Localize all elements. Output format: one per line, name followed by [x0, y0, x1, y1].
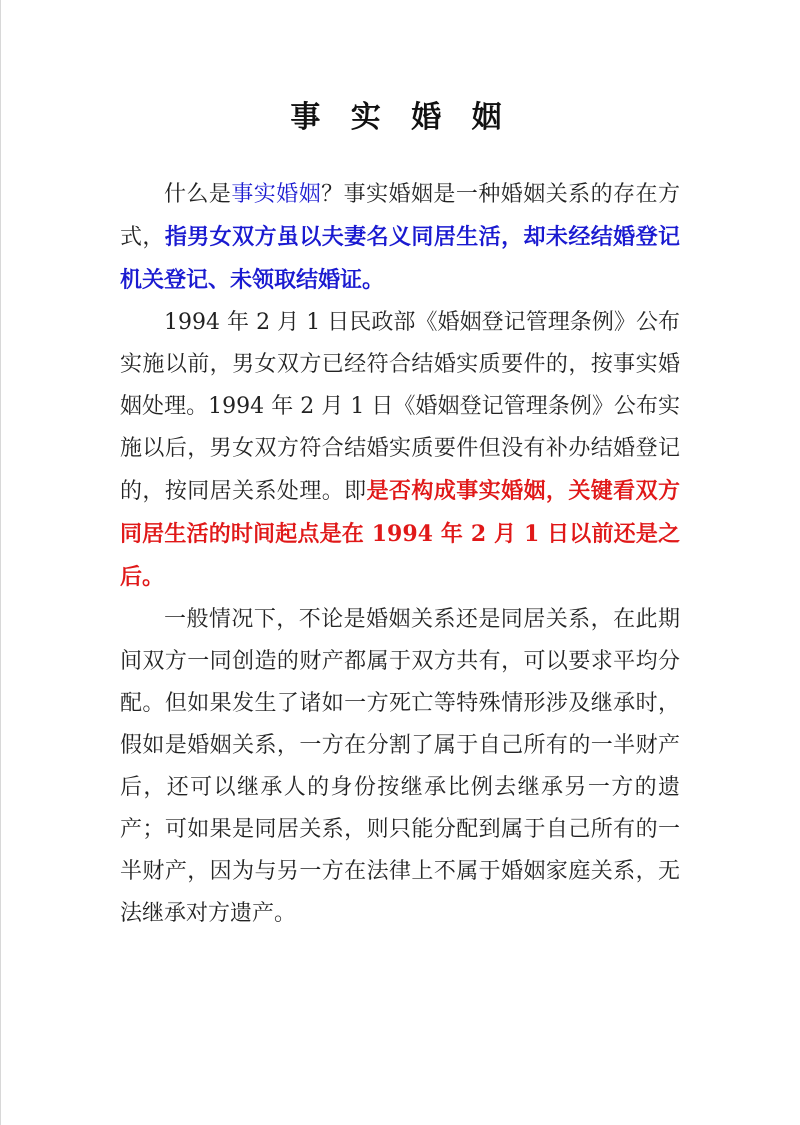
text-segment: 1994 年 2 月 1 日民政部《婚姻登记管理条例》公布实施以前，男女双方已经符合结婚实质要件的，按事实婚姻处理。1994 年 2 月 1 日《婚姻登记管理条例》公布实施以后，男女双方符合结婚实质要件但没有补办结婚登记的，按同居关系处理。即: [120, 310, 680, 504]
document-title: 事 实 婚 姻: [290, 100, 512, 135]
highlight-key-point: 是否构成事实婚姻，关键看双方同居生活的时间起点是在 1994 年 2 月 1 日以前还是之后。: [120, 478, 680, 590]
paragraph-history: [120, 302, 680, 599]
paragraph-property: [120, 599, 680, 935]
highlight-definition: 指男女双方虽以夫妻名义同居生活，却未经结婚登记机关登记、未领取结婚证。: [120, 224, 680, 293]
paragraph-definition: [120, 174, 680, 302]
highlight-term: 事实婚姻: [231, 182, 322, 207]
text-segment: 什么是: [164, 182, 232, 207]
text-segment: ？事实婚姻是一种婚姻关系的存在方式，: [120, 182, 680, 250]
text-segment: 一般情况下，不论是婚姻关系还是同居关系，在此期间双方一同创造的财产都属于双方共有，可以要求平均分配。但如果发生了诸如一方死亡等特殊情形涉及继承时，假如是婚姻关系，一方在分割了属于自己所有的一半财产后，还可以继承人的身份按继承比例去继承另一方的遗产；可如果是同居关系，则只能分配到属于自己所有的一半财产，因为与另一方在法律上不属于婚姻家庭关系，无法继承对方遗产。: [120, 607, 680, 926]
document-body: [120, 174, 680, 935]
